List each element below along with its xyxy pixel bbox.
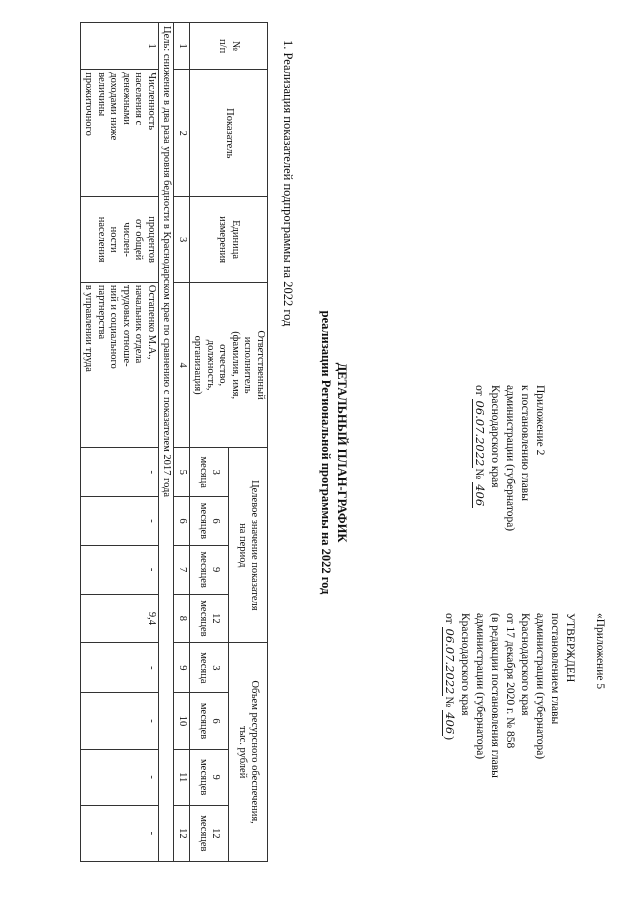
- header-resources: Объем ресурсного обеспечения, тыс. рублей: [229, 643, 268, 862]
- row-number: 1: [81, 23, 159, 70]
- res-period-12m: 12 месяцев: [190, 805, 229, 861]
- table-row: [81, 23, 159, 862]
- row-res-12m: -: [81, 805, 159, 861]
- appendix-5-label: «Приложение 5: [594, 613, 606, 690]
- col-num: 2: [174, 70, 190, 197]
- period-3m: 3 месяца: [190, 448, 229, 497]
- row-target-3m: -: [81, 448, 159, 497]
- appendix-2-line-2: к постановлению главы: [519, 385, 531, 501]
- col-num: 11: [174, 749, 190, 805]
- header-number: № п/п: [190, 23, 268, 70]
- col-num: 6: [174, 497, 190, 546]
- goal-row: [159, 23, 175, 862]
- section-heading: 1. Реализация показателей подпрограммы на 2022 год: [281, 40, 295, 327]
- period-12m: 12 месяцев: [190, 594, 229, 643]
- appendix-2-line-3: администрации (губернатора): [504, 385, 516, 532]
- row-unit: процентов от общей числен- ности населения: [81, 197, 159, 283]
- col-num: 10: [174, 693, 190, 749]
- table-header-row: [229, 23, 268, 862]
- appendix-2-signature-line: от 06.07.2022№ 406: [473, 385, 487, 507]
- goal-text: Цель: снижение в два раза уровня бедности в Краснодарском крае по сравнению с показателем 2017 года: [159, 23, 175, 862]
- approved-line-4: от 17 декабря 2020 г. № 858: [504, 613, 516, 749]
- document-title: [318, 0, 350, 905]
- col-num: 5: [174, 448, 190, 497]
- title-line-1: ДЕТАЛЬНЫЙ ПЛАН-ГРАФИК: [335, 362, 349, 543]
- row-res-6m: -: [81, 693, 159, 749]
- row-indicator: Численность населения с денежными доходами ниже величины прожиточного: [81, 70, 159, 197]
- appendix-2-header: [471, 385, 547, 531]
- handwritten-number: 406: [443, 712, 457, 735]
- col-num: 8: [174, 594, 190, 643]
- row-res-9m: -: [81, 749, 159, 805]
- header-unit: Единица измерения: [190, 197, 268, 283]
- appendix-2-line-4: Краснодарского края: [489, 385, 501, 488]
- title-line-2: реализации Региональной программы на 2022 год: [319, 310, 333, 595]
- row-res-3m: -: [81, 643, 159, 693]
- approved-line-3: Краснодарского края: [519, 613, 531, 716]
- appendix-5-signature-line: от 06.07.2022№ 406): [443, 613, 457, 741]
- header-target-value: Целевое значение показателя на период: [229, 448, 268, 643]
- plan-schedule-table: [80, 22, 268, 862]
- period-9m: 9 месяцев: [190, 545, 229, 594]
- res-period-9m: 9 месяцев: [190, 749, 229, 805]
- column-number-row: [174, 23, 190, 862]
- handwritten-date: 06.07.2022: [473, 400, 487, 467]
- period-6m: 6 месяцев: [190, 497, 229, 546]
- approved-line-7: Краснодарского края: [459, 613, 471, 716]
- col-num: 9: [174, 643, 190, 693]
- row-target-12m: 9,4: [81, 594, 159, 643]
- appendix-2-line-1: Приложение 2: [534, 385, 546, 456]
- col-num: 1: [174, 23, 190, 70]
- approved-line-1: постановлением главы: [549, 613, 561, 725]
- col-num: 4: [174, 282, 190, 447]
- row-target-6m: -: [81, 497, 159, 546]
- res-period-3m: 3 месяца: [190, 643, 229, 693]
- appendix-5-header: [441, 613, 607, 778]
- handwritten-date: 06.07.2022: [443, 628, 457, 695]
- row-responsible: Остапенко М.А., начальник отдела трудовых отноше- ний и социального партнерства в управлении труда: [81, 282, 159, 447]
- col-num: 3: [174, 197, 190, 283]
- row-target-9m: -: [81, 545, 159, 594]
- col-num: 12: [174, 805, 190, 861]
- header-responsible: Ответственный исполнитель (фамилия, имя, отчество, должность, организация): [190, 282, 268, 447]
- header-indicator: Показатель: [190, 70, 268, 197]
- approved-line-2: администрации (губернатора): [534, 613, 546, 760]
- handwritten-number: 406: [473, 484, 487, 507]
- approved-line-5: (в редакции постановления главы: [489, 613, 501, 778]
- res-period-6m: 6 месяцев: [190, 693, 229, 749]
- approved-label: УТВЕРЖДЕН: [564, 613, 576, 683]
- col-num: 7: [174, 545, 190, 594]
- approved-line-6: администрации (губернатора): [474, 613, 486, 760]
